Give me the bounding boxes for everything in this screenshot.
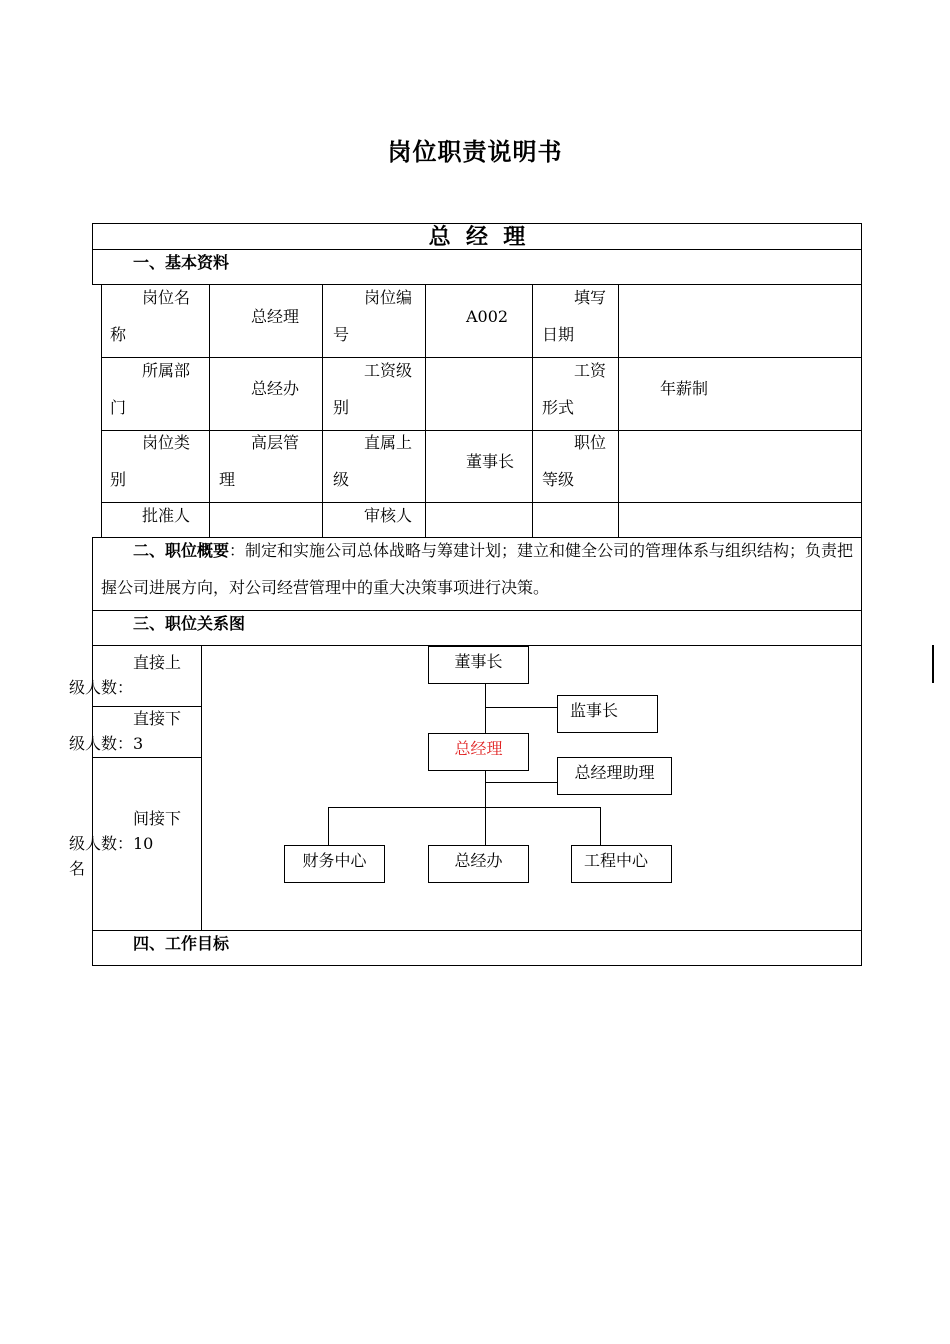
- direct-superior-line1: 直接上: [133, 653, 182, 672]
- post-type-value-cont: 理: [219, 470, 236, 489]
- overview-paragraph: [101, 532, 861, 606]
- salary-form-label: 工资: [574, 361, 607, 380]
- text-cursor-bar: [932, 645, 934, 683]
- document-title: 岗位职责说明书: [387, 138, 563, 166]
- org-node-gm: 总经理: [428, 733, 529, 771]
- reviewer-label: 审核人: [364, 506, 413, 525]
- dept-label: 所属部: [142, 361, 191, 380]
- post-type-label-cont: 别: [110, 470, 127, 489]
- org-node-supervisor: 监事长: [557, 695, 658, 733]
- overview-text: ：制定和实施公司总体战略与筹建计划；建立和健全公司的管理体系与组织结构；负责把握公司进展方向，对公司经营管理中的重大决策事项进行决策。: [101, 541, 854, 597]
- section-overview-heading: 二、职位概要: [133, 541, 230, 560]
- org-node-engineering: 工程中心: [571, 845, 672, 883]
- indirect-sub-line1: 间接下: [133, 809, 182, 828]
- superior-label-cont: 级: [333, 470, 350, 489]
- direct-superior-line2: 级人数：: [69, 678, 134, 697]
- grade-label: 职位: [574, 433, 607, 452]
- section-relation-heading: 三、职位关系图: [133, 614, 246, 633]
- approver-label: 批准人: [142, 506, 191, 525]
- org-node-chairman: 董事长: [428, 646, 529, 684]
- post-code-label: 岗位编: [364, 288, 413, 307]
- section-basic-heading: 一、基本资料: [133, 253, 230, 272]
- post-name-value: 总经理: [251, 307, 300, 326]
- org-node-finance: 财务中心: [284, 845, 385, 883]
- dept-value: 总经办: [251, 379, 300, 398]
- post-type-value: 高层管: [251, 433, 300, 452]
- indirect-sub-line3: 名: [69, 859, 86, 878]
- direct-sub-line2: 级人数：3: [69, 734, 144, 753]
- salary-level-label: 工资级: [364, 361, 413, 380]
- superior-label: 直属上: [364, 433, 413, 452]
- post-name-label-cont: 称: [110, 325, 127, 344]
- grade-label-cont: 等级: [542, 470, 575, 489]
- indirect-sub-count: [69, 806, 201, 881]
- salary-form-label-cont: 形式: [542, 398, 575, 417]
- fill-date-label: 填写: [574, 288, 607, 307]
- direct-superior-count: [69, 650, 201, 700]
- section-goals-heading: 四、工作目标: [133, 934, 230, 953]
- salary-form-value: 年薪制: [660, 379, 709, 398]
- direct-sub-line1: 直接下: [133, 709, 182, 728]
- dept-label-cont: 门: [110, 398, 127, 417]
- salary-level-label-cont: 别: [333, 398, 350, 417]
- fill-date-label-cont: 日期: [542, 325, 575, 344]
- post-name-label: 岗位名: [142, 288, 191, 307]
- org-node-gm-office: 总经办: [428, 845, 529, 883]
- superior-value: 董事长: [466, 452, 515, 471]
- post-type-label: 岗位类: [142, 433, 191, 452]
- indirect-sub-line2: 级人数：10: [69, 834, 154, 853]
- job-title: 总 经 理: [428, 225, 526, 250]
- post-code-value: A002: [466, 307, 509, 326]
- direct-sub-count: [69, 706, 201, 756]
- post-code-label-cont: 号: [333, 325, 350, 344]
- org-node-gm-assistant: 总经理助理: [557, 757, 672, 795]
